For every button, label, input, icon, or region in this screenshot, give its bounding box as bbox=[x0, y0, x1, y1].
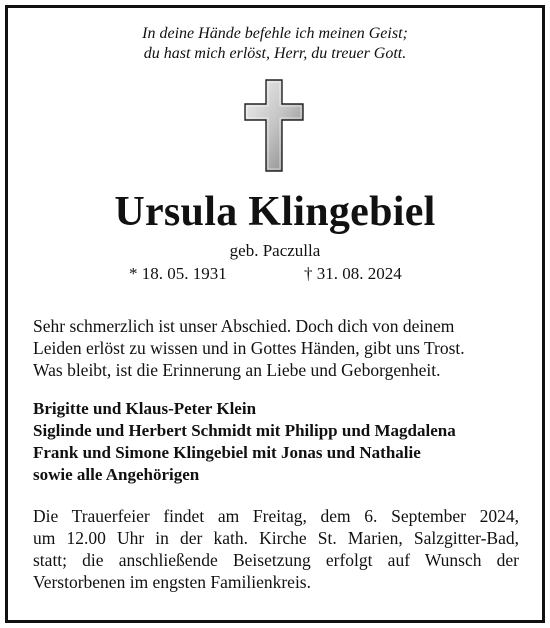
mourner-entry: Brigitte und Klaus-Peter Klein bbox=[33, 399, 257, 418]
verse-line-1: In deine Hände befehle ich meinen Geist; bbox=[142, 25, 408, 42]
birth-name: geb. Paczulla bbox=[229, 241, 321, 260]
mourner-entry: Siglinde und Herbert Schmidt mit Philipp und Magdalena bbox=[33, 421, 456, 440]
funeral-line: um 12.00 Uhr in der kath. Kirche St. Marien, Salzgitter-Bad, bbox=[33, 528, 519, 548]
funeral-line: Die Trauerfeier findet am Freitag, dem 6. September 2024, bbox=[33, 506, 519, 526]
deceased-name: Ursula Klingebiel bbox=[114, 189, 436, 235]
funeral-details bbox=[33, 505, 519, 593]
verse-line-2: du hast mich erlöst, Herr, du treuer Gott. bbox=[143, 45, 407, 62]
farewell-line: Sehr schmerzlich ist unser Abschied. Doch dich von deinem bbox=[33, 316, 455, 336]
farewell-message bbox=[33, 315, 519, 381]
cross-icon bbox=[244, 79, 304, 172]
mourners-list bbox=[33, 398, 456, 486]
mourner-entry: Frank und Simone Klingebiel mit Jonas und Nathalie bbox=[33, 443, 421, 462]
birth-date: * 18. 05. 1931 bbox=[129, 264, 227, 283]
death-date: † 31. 08. 2024 bbox=[304, 264, 402, 283]
mourner-entry: sowie alle Angehörigen bbox=[33, 465, 200, 484]
farewell-line: Was bleibt, ist die Erinnerung an Liebe und Geborgenheit. bbox=[33, 360, 441, 380]
funeral-line: statt; die anschließende Beisetzung erfolgt auf Wunsch der bbox=[33, 550, 519, 570]
farewell-line: Leiden erlöst zu wissen und in Gottes Händen, gibt uns Trost. bbox=[33, 338, 465, 358]
funeral-line: Verstorbenen im engsten Familienkreis. bbox=[33, 572, 311, 592]
